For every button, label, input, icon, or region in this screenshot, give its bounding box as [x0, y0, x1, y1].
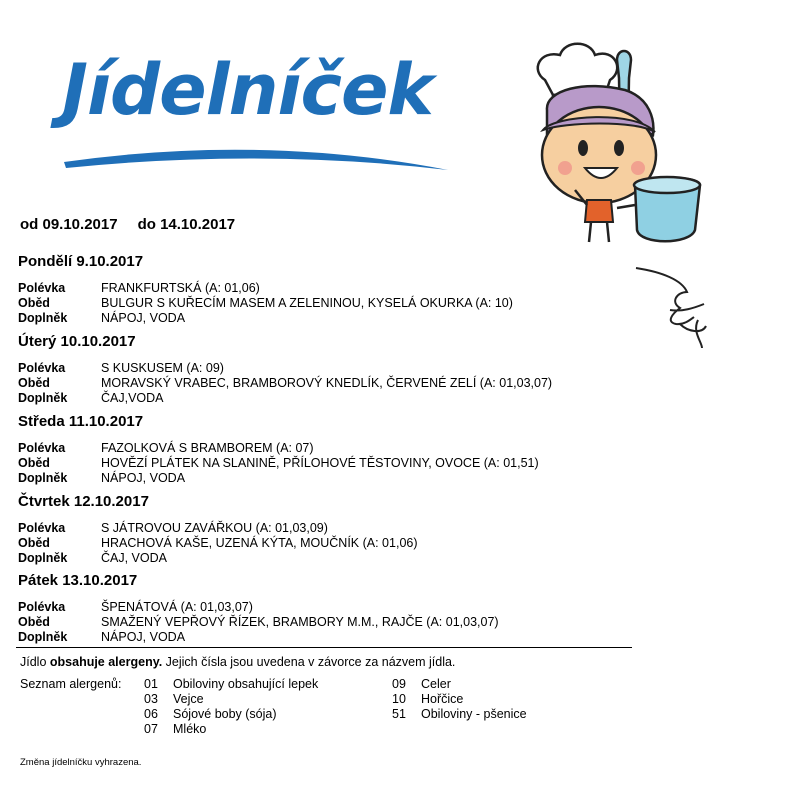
row-label: Polévka: [18, 441, 66, 455]
chef-cook-icon: [525, 40, 710, 250]
row-value: SMAŽENÝ VEPŘOVÝ ŘÍZEK, BRAMBORY M.M., RAJČE (A: 01,03,07): [101, 615, 499, 629]
row-label: Doplněk: [18, 630, 68, 644]
row-label: Polévka: [18, 361, 66, 375]
allergen-code: 01: [144, 677, 158, 691]
allergen-code: 09: [392, 677, 406, 691]
day-heading-wednesday: Středa 11.10.2017: [18, 413, 144, 430]
row-value: BULGUR S KUŘECÍM MASEM A ZELENINOU, KYSELÁ OKURKA (A: 10): [101, 296, 513, 310]
title-swoosh-icon: [62, 136, 462, 216]
allergen-code: 07: [144, 722, 158, 736]
allergen-name: Sójové boby (sója): [173, 707, 277, 721]
note-prefix: Jídlo: [20, 655, 50, 669]
allergen-code: 51: [392, 707, 406, 721]
row-value: NÁPOJ, VODA: [101, 311, 186, 325]
note-bold: obsahuje alergeny.: [49, 655, 163, 669]
allergen-list-title: Seznam alergenů:: [20, 677, 122, 691]
row-label: Polévka: [18, 281, 66, 295]
allergen-code: 03: [144, 692, 158, 706]
allergen-code: 06: [144, 707, 158, 721]
row-value: HRACHOVÁ KAŠE, UZENÁ KÝTA, MOUČNÍK (A: 01,06): [101, 536, 418, 550]
row-label: Doplněk: [18, 551, 68, 565]
allergen-name: Hořčice: [421, 692, 464, 706]
row-value: FRANKFURTSKÁ (A: 01,06): [101, 281, 260, 295]
row-label: Doplněk: [18, 391, 68, 405]
row-value: MORAVSKÝ VRABEC, BRAMBOROVÝ KNEDLÍK, ČERVENÉ ZELÍ (A: 01,03,07): [101, 376, 553, 390]
allergen-code: 10: [392, 692, 406, 706]
footer-note: Změna jídelníčku vyhrazena.: [20, 757, 142, 768]
row-value: ŠPENÁTOVÁ (A: 01,03,07): [101, 600, 253, 614]
allergen-name: Vejce: [173, 692, 204, 706]
row-label: Doplněk: [18, 311, 68, 325]
allergen-note: [20, 655, 455, 669]
row-value: ČAJ, VODA: [101, 551, 167, 565]
row-label: Oběd: [18, 615, 50, 629]
row-value: ČAJ,VODA: [101, 391, 164, 405]
day-heading-tuesday: Úterý 10.10.2017: [18, 333, 136, 350]
allergen-name: Celer: [421, 677, 451, 691]
day-heading-monday: Pondělí 9.10.2017: [18, 253, 144, 270]
row-value: NÁPOJ, VODA: [101, 630, 186, 644]
row-value: S KUSKUSEM (A: 09): [101, 361, 224, 375]
day-heading-thursday: Čtvrtek 12.10.2017: [18, 493, 149, 510]
page-title: Jídelníček: [62, 49, 433, 131]
row-label: Oběd: [18, 376, 50, 390]
row-label: Polévka: [18, 521, 66, 535]
signature-scribble-icon: [632, 262, 712, 352]
period-to: do 14.10.2017: [137, 216, 236, 233]
divider: [16, 647, 632, 648]
row-value: S JÁTROVOU ZAVÁŘKOU (A: 01,03,09): [101, 521, 328, 535]
row-value: HOVĚZÍ PLÁTEK NA SLANINĚ, PŘÍLOHOVÉ TĚSTOVINY, OVOCE (A: 01,51): [101, 456, 539, 470]
row-value: FAZOLKOVÁ S BRAMBOREM (A: 07): [101, 441, 314, 455]
allergen-name: Mléko: [173, 722, 207, 736]
note-suffix: Jejich čísla jsou uvedena v závorce za názvem jídla.: [162, 655, 456, 669]
day-heading-friday: Pátek 13.10.2017: [18, 572, 138, 589]
menu-period: [20, 216, 235, 233]
allergen-name: Obiloviny - pšenice: [421, 707, 527, 721]
title-logo: [62, 40, 462, 180]
row-label: Oběd: [18, 536, 50, 550]
row-label: Polévka: [18, 600, 66, 614]
row-label: Oběd: [18, 296, 50, 310]
row-label: Oběd: [18, 456, 50, 470]
row-label: Doplněk: [18, 471, 68, 485]
allergen-name: Obiloviny obsahující lepek: [173, 677, 319, 691]
period-from: od 09.10.2017: [20, 216, 118, 233]
row-value: NÁPOJ, VODA: [101, 471, 186, 485]
